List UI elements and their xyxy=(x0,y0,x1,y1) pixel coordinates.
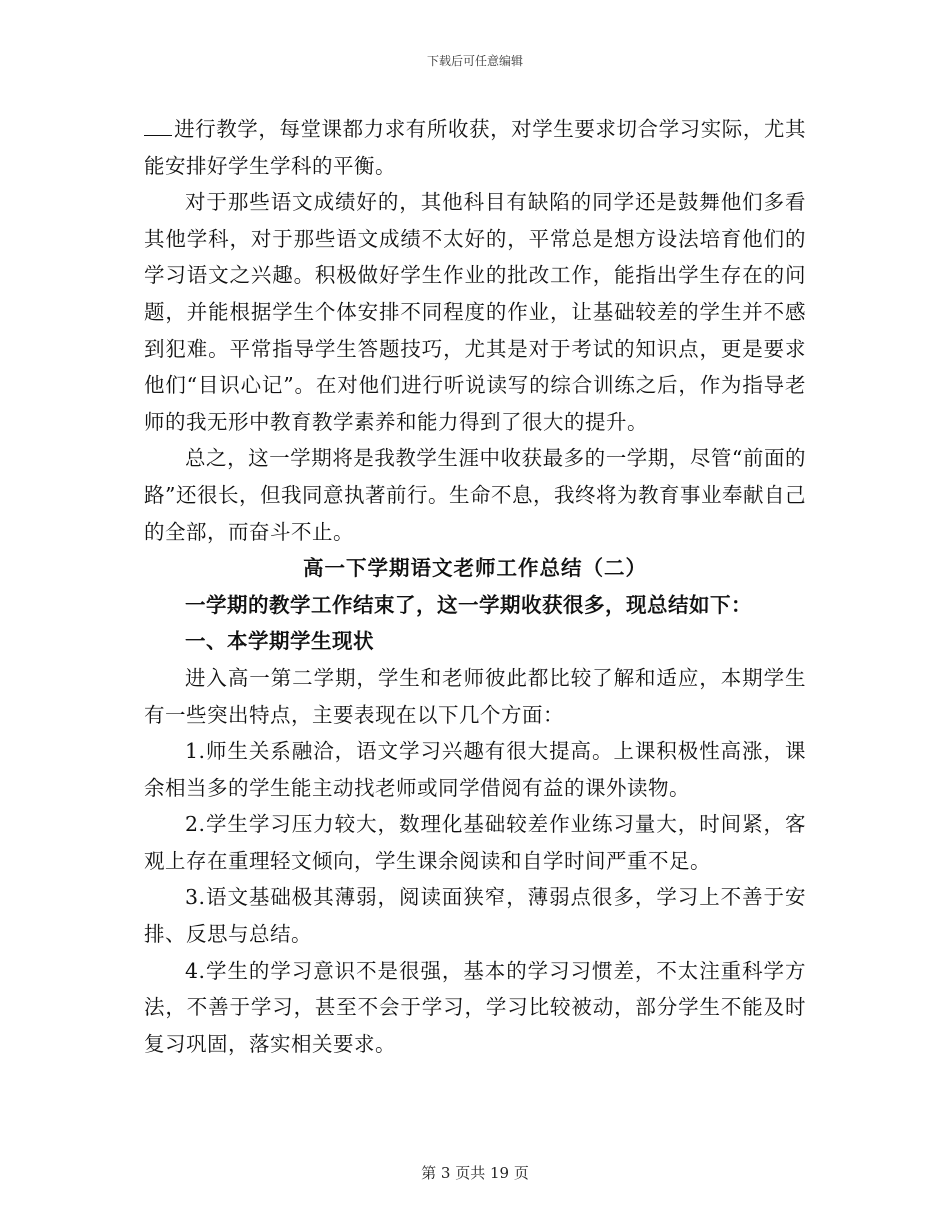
page-header: 下载后可任意编辑 xyxy=(426,54,523,68)
paragraph-conclusion: 总之，这一学期将是我教学生涯中收获最多的一学期，尽管“前面的路”还很长，但我同意执著前行。生命不息，我终将为教育事业奉献自己的全部，而奋斗不止。 xyxy=(144,446,806,544)
paragraph-encouragement: 对于那些语文成绩好的，其他科目有缺陷的同学还是鼓舞他们多看其他学科，对于那些语文成绩不太好的，平常总是想方设法培育他们的学习语文之兴趣。积极做好学生作业的批改工作，能指出学生存在的问题，并能根据学生个体安排不同程度的作业，让基础较差的学生并不感到犯难。平常指导学生答题技巧，尤其是对于考试的知识点，更是要求他们“目识心记”。在对他们进行听说读写的综合训练之后，作为指导老师的我无形中教育教学素养和能力得到了很大的提升。 xyxy=(144,190,806,434)
document-body xyxy=(144,111,806,1062)
page-number: 第 3 页共 19 页 xyxy=(421,1164,529,1182)
section-title: 高一下学期语文老师工作总结（二） xyxy=(303,556,647,581)
list-item-4: 4.学生的学习意识不是很强，基本的学习习惯差，不太注重科学方法，不善于学习，甚至不会于学习，学习比较被动，部分学生不能及时复习巩固，落实相关要求。 xyxy=(144,958,806,1056)
fill-in-blank xyxy=(144,117,172,136)
intro-heading: 一学期的教学工作结束了，这一学期收获很多，现总结如下： xyxy=(185,592,752,617)
section-heading-1: 一、本学期学生现状 xyxy=(185,629,374,654)
paragraph-continuation-text: 进行教学，每堂课都力求有所收获，对学生要求切合学习实际，尤其能安排好学生学科的平衡。 xyxy=(144,117,806,178)
list-item-2: 2.学生学习压力较大，数理化基础较差作业练习量大，时间紧，客观上存在重理轻文倾向，学生课余阅读和自学时间严重不足。 xyxy=(144,812,806,873)
list-item-3: 3.语文基础极其薄弱，阅读面狭窄，薄弱点很多，学习上不善于安排、反思与总结。 xyxy=(144,885,806,947)
paragraph-student-status: 进入高一第二学期，学生和老师彼此都比较了解和适应，本期学生有一些突出特点，主要表现在以下几个方面： xyxy=(144,665,806,727)
paragraph-continuation xyxy=(144,111,806,184)
list-item-1: 1.师生关系融洽，语文学习兴趣有很大提高。上课积极性高涨，课余相当多的学生能主动找老师或同学借阅有益的课外读物。 xyxy=(144,739,806,800)
